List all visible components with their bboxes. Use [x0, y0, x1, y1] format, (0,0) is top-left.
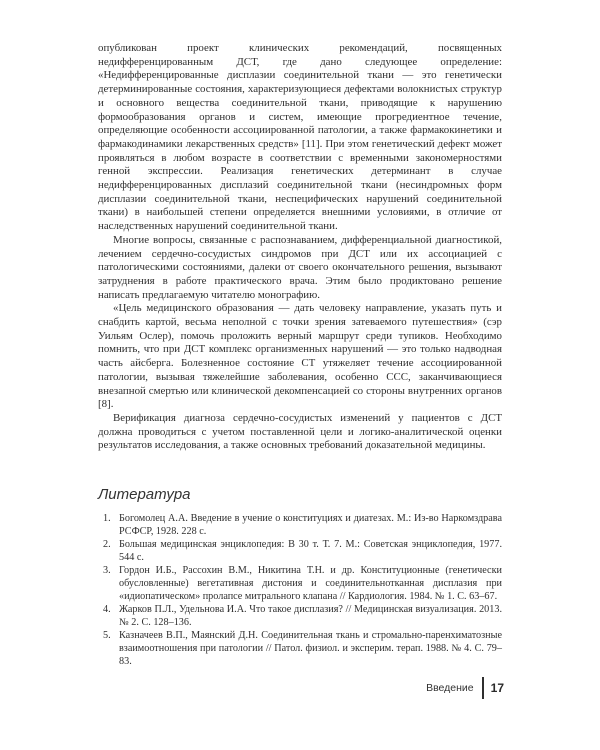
- reference-number: 4.: [103, 604, 111, 616]
- reference-item: [98, 630, 502, 668]
- reference-number: 2.: [103, 539, 111, 551]
- paragraph: опубликован проект клинических рекомендаций, посвященных недифференцированным ДСТ, где дано следующее определение: «Недифференцированные дисплазии соединительной ткани — это генетически детерминированные состояния, характеризующиеся дефектами волокнистых структур и основного вещества соединительной ткани, приводящие к нарушению формообразования органов и систем, имеющие прогредиентное течение, определяющие особенности ассоциированной патологии, а также фармакокинетики и фармакодинамики лекарственных средств» [11]. При этом генетический дефект может проявляться в любом возрасте в соответствии с временными закономерностями генной экспрессии. Реализация генетических детерминант в случае недифференцированных дисплазий соединительной ткани (несиндромных форм дисплазии соединительной ткани, неспецифических нарушений соединительной ткани) в наибольшей степени определяется внешними условиями, в отличие от наследственных нарушений соединительной ткани.: [98, 42, 502, 233]
- paragraph: Верификация диагноза сердечно-сосудистых изменений у пациентов с ДСТ должна проводиться с учетом поставленной цели и логико-аналитической оценки результатов исследования, а также основных требований доказательной медицины.: [98, 411, 502, 452]
- reference-item: [98, 513, 502, 538]
- reference-number: 5.: [103, 630, 111, 642]
- reference-text: Богомолец А.А. Введение в учение о конституциях и диатезах. М.: Из-во Наркомздрава РСФСР, 1928. 228 с.: [119, 513, 502, 537]
- page-footer: [426, 677, 504, 699]
- reference-item: [98, 604, 502, 629]
- paragraph: Многие вопросы, связанные с распознаванием, дифференциальной диагностикой, лечением сердечно-сосудистых синдромов при ДСТ или их ассоциацией с патологическими состояниями, далеки от своего окончательного решения, вызывают затруднения в работе практического врача. Этим было продиктовано решение написать предлагаемую читателю монографию.: [98, 233, 502, 301]
- reference-number: 3.: [103, 565, 111, 577]
- section-name: Введение: [426, 682, 474, 694]
- reference-text: Большая медицинская энциклопедия: В 30 т. Т. 7. М.: Советская энциклопедия, 1977. 544 с.: [119, 539, 502, 563]
- references-list: [98, 513, 502, 668]
- reference-text: Гордон И.Б., Рассохин В.М., Никитина Т.Н. и др. Конституционные (генетически обусловленные) вегетативная дистония и соединительнотканная дисплазия при «идиопатическом» пролапсе митрального клапана // Кардиология. 1984. № 1. С. 63–67.: [119, 565, 502, 602]
- references-section: [98, 486, 502, 669]
- reference-item: [98, 565, 502, 603]
- paragraph: «Цель медицинского образования — дать человеку направление, указать путь и снабдить картой, весьма неполной с точки зрения затеваемого путешествия» (сэр Уильям Ослер), помочь проложить верный маршрут среди тупиков. Необходимо помнить, что при ДСТ комплекс организменных нарушений — это только надводная часть айсберга. Болезненное состояние СТ утяжеляет течение ассоциированной патологии, вызывая тяжелейшие заболевания, особенно ССС, заканчивающиеся внезапной смертью или клинической декомпенсацией со стороны внутренних органов [8].: [98, 302, 502, 411]
- reference-text: Казначеев В.П., Маянский Д.Н. Соединительная ткань и стромально-паренхиматозные взаимоотношения при патологии // Патол. физиол. и эксперим. терап. 1988. № 4. С. 79–83.: [119, 630, 502, 667]
- reference-number: 1.: [103, 513, 111, 524]
- references-heading: Литература: [98, 486, 191, 503]
- reference-item: [98, 539, 502, 564]
- page-number: 17: [490, 681, 504, 695]
- reference-text: Жарков П.Л., Удельнова И.А. Что такое дисплазия? // Медицинская визуализация. 2013. № 2. С. 128–136.: [119, 604, 502, 628]
- main-text: [98, 42, 502, 453]
- footer-divider: [482, 677, 484, 699]
